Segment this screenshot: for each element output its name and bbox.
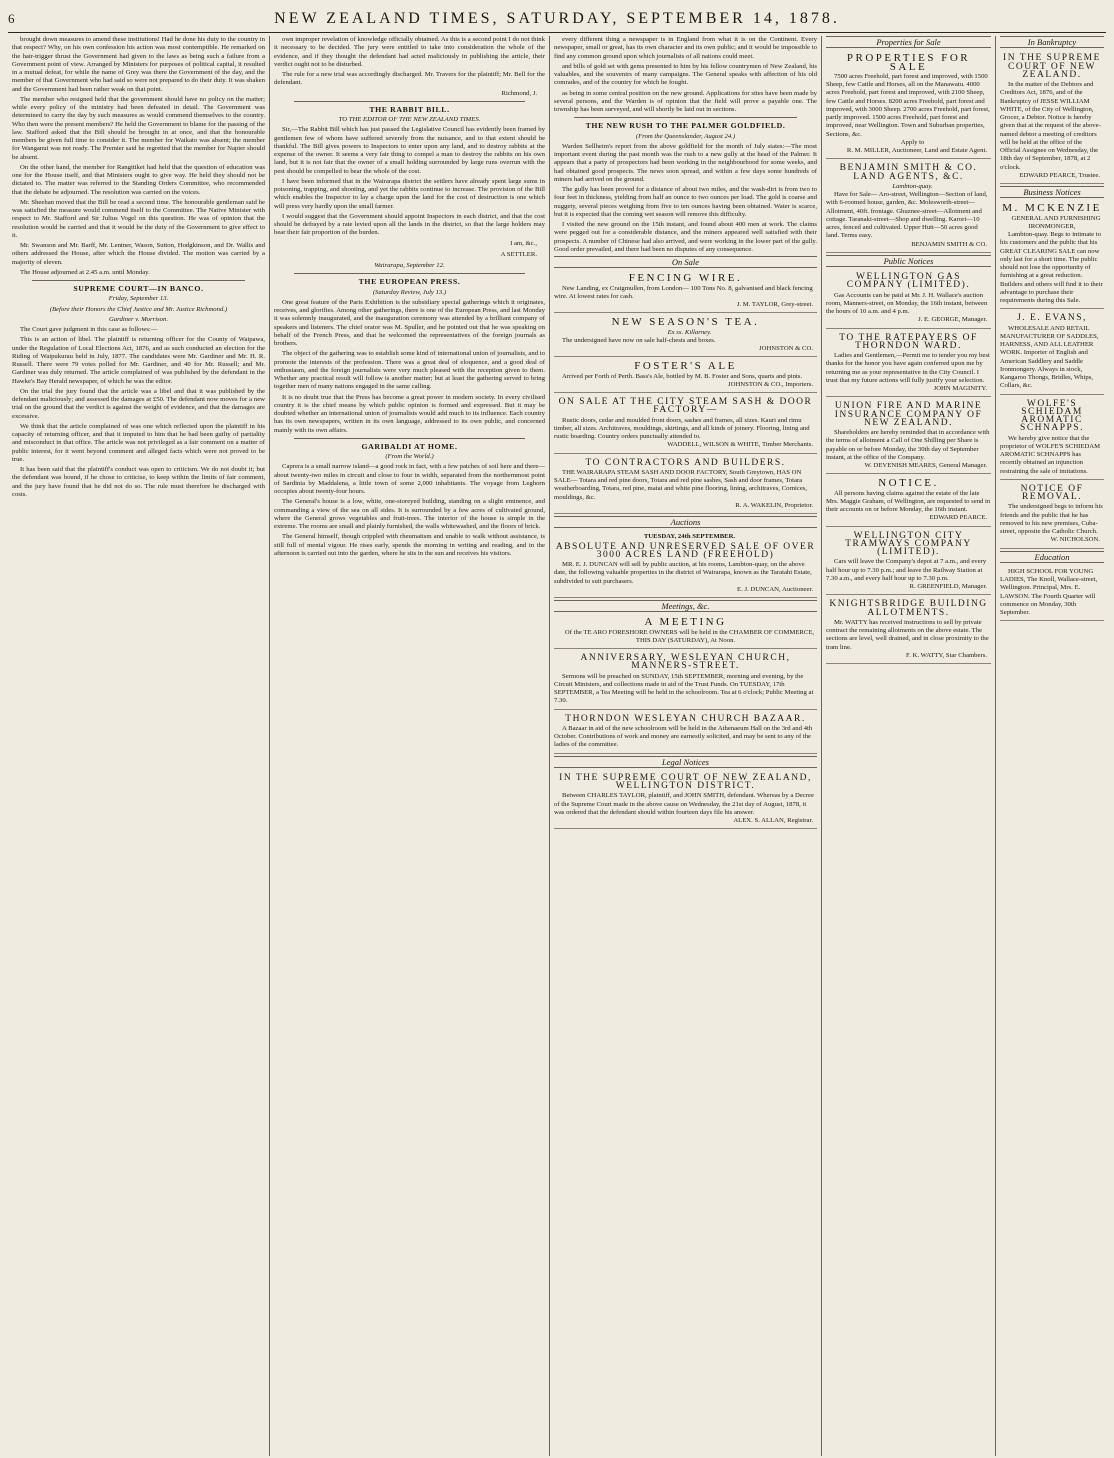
dateline: Wairarapa, September 12. bbox=[374, 262, 445, 269]
ad-signature: JOHN MAGINITY. bbox=[933, 385, 987, 392]
article-paragraph: Mr. Swanson and Mr. Barff, Mr. Lentner, Wason, Sutton, Hodgkinson, and Dr. Wallis and others addressed the House, after which the House divided. The motion was carried by a majority of eleven. bbox=[12, 242, 265, 266]
article-paragraph: and bills of gold set with gems presented to him by his fellow countrymen of New Zealand, his valuables, and the souvenirs of many campaigns. The General speaks with affection of his old comrades, and of the country for which he fought. bbox=[554, 62, 817, 87]
ad-title: NEW SEASON'S TEA. bbox=[611, 316, 760, 329]
advertisement-auction bbox=[554, 531, 817, 598]
article-subheading: (From the World.) bbox=[385, 453, 434, 460]
columns bbox=[8, 36, 1106, 1456]
advertisement-school bbox=[1000, 566, 1104, 622]
advertisement-schnapps bbox=[1000, 397, 1104, 480]
article-heading: THE RABBIT BILL. bbox=[369, 104, 450, 114]
article-paragraph: as being in some central position on the new ground. Applications for sites have been made by several persons, and the Warden is of opinion that the field will prove a payable one. The township has been surveyed, and will shortly be laid out in sections. bbox=[554, 89, 817, 113]
ad-text: HIGH SCHOOL FOR YOUNG LADIES, The Knoll, Wallace-street, Wellington. Principal, Mrs. E. LAWSON. The Fourth Quarter will commence on Monday, 30th September. bbox=[1000, 567, 1098, 616]
advertisement-contractors bbox=[554, 456, 817, 515]
article-paragraph: The Court gave judgment in this case as follows:— bbox=[20, 326, 158, 333]
article-paragraph: Caprera is a small narrow island—a good rock in fact, with a few patches of soil here and there—about twenty-two miles in circuit and close to four in width, separated from the northernmost point of Sardinia by Maddalena, a little town of some 2,000 inhabitants. The voyage from Leghorn occupies about twenty-four hours. bbox=[274, 463, 545, 495]
ad-title: IN THE SUPREME COURT OF NEW ZEALAND, WELLINGTON DISTRICT. bbox=[559, 772, 812, 791]
divider bbox=[294, 438, 525, 439]
ad-signature: E. J. DUNCAN, Auctioneer. bbox=[737, 585, 813, 593]
article-paragraph: One great feature of the Paris Exhibition is the subsidiary special gatherings which it originates, receives, and glorifies. Among other gatherings, there is one of the European Press, and last Monday it was solemnly inaugurated, and the inauguration ceremony was attended by a brilliant company of speakers and listeners. The chief orator was M. Spuller, and he pointed out that he was speaking on behalf of the French Press, and that he welcomed the representatives of the foreign journals as brothers. bbox=[274, 298, 545, 347]
ad-title: ON SALE AT THE CITY STEAM SASH & DOOR FACTORY— bbox=[558, 397, 813, 416]
article-heading: THE EUROPEAN PRESS. bbox=[358, 277, 461, 287]
ad-title: J. E. EVANS, bbox=[1017, 313, 1087, 324]
page-number: 6 bbox=[8, 11, 15, 26]
divider bbox=[574, 117, 797, 118]
advertisement-land-agents bbox=[826, 161, 991, 253]
advertisement-properties bbox=[826, 51, 991, 159]
article-paragraph: Mr. Sheehan moved that the Bill be read a second time. The honourable gentleman said he was satisfied the measure would commend itself to the Committee. The Native Minister with respect to Mr. Stafford and Sir Julius Vogel on this question. He was of opinion that the resolution would be carried and that it would be the duty of the Government to give effect to it. bbox=[12, 198, 265, 239]
article-subheading: TO THE EDITOR OF THE NEW ZEALAND TIMES. bbox=[338, 116, 481, 123]
ad-title: NOTICE OF REMOVAL. bbox=[1020, 483, 1084, 502]
advertisement-knightsbridge bbox=[826, 597, 991, 664]
ad-text: Have for Sale— Aro-street, Wellington—Section of land, with 6-roomed house, garden, &c. Molesworth-street—Allotment, 40ft. frontage. Ghuznee-street—Allotment and cottage. Taranaki-street—Shop and dwelling. Karori—10 acres, fenced and cultivated. Upper Hutt—50 acres good land. Terms easy. bbox=[826, 191, 988, 240]
signature: Richmond, J. bbox=[501, 89, 537, 97]
ad-title: WELLINGTON CITY TRAMWAYS COMPANY (LIMITED). bbox=[845, 530, 972, 557]
ad-signature: JOHNSTON & CO. bbox=[759, 345, 813, 352]
ad-title: KNIGHTSBRIDGE BUILDING ALLOTMENTS. bbox=[829, 599, 988, 618]
ad-signature: WADDELL, WILSON & WHITE, Timber Merchants. bbox=[667, 441, 813, 449]
article-subheading: (From the Queenslander, August 24.) bbox=[635, 132, 736, 140]
divider bbox=[32, 280, 245, 281]
advertisement-tea bbox=[554, 315, 817, 357]
ad-signature: R. GREENFIELD, Manager. bbox=[909, 583, 987, 590]
divider bbox=[294, 101, 525, 102]
article-paragraph: The gully has been proved for a distance of about two miles, and the wash-dirt is from two to four feet in thickness, yielding from half an ounce to two ounces per load. The gold is coarse and nuggety, several pieces weighing from five to ten ounces having been obtained. Water is scarce, but it is expected that the coming wet season will remove this difficulty. bbox=[554, 186, 817, 218]
notice-ratepayers bbox=[826, 331, 991, 398]
ad-text: Sermons will be preached on SUNDAY, 15th SEPTEMBER, morning and evening, by the Circuit Ministers, and collections made in aid of the Trust Funds. On TUESDAY, 17th SEPTEMBER, a Tea Meeting will be held in the schoolroom. Tea at 6 o'clock; Public Meeting at 7.30. bbox=[554, 672, 814, 705]
article-heading: GARIBALDI AT HOME. bbox=[361, 441, 458, 451]
signature: I am, &c., bbox=[510, 239, 537, 247]
advertisement-ale bbox=[554, 359, 817, 393]
article-subheading: (Before their Honors the Chief Justice and Mr. Justice Richmond.) bbox=[49, 305, 228, 313]
ad-text: All persons having claims against the estate of the late Mrs. Maggie Graham, of Wellington, are requested to send in their accounts on or before Monday, the 16th instant. bbox=[826, 489, 991, 513]
article-paragraph: The object of the gathering was to establish some kind of international union of journalists, and to promote the interests of the profession. There was a great deal of eloquence, and a good deal of enthusiasm, and the foreign journalists were very much pleased with the reception given to them. Whether any practical result will follow is another matter; but at least the gathering served to bring together men of many nations engaged in the same calling. bbox=[274, 350, 545, 391]
ad-signature: W. DEVENISH MEARES, General Manager. bbox=[864, 462, 987, 469]
ad-title: FOSTER'S ALE bbox=[634, 360, 737, 373]
ad-date: TUESDAY, 24th SEPTEMBER. bbox=[643, 533, 736, 541]
article-paragraph: The General himself, though crippled with rheumatism and unable to walk without assistance, is still full of mental vigour. He rises early, spends the morning in writing and reading, and in the afternoon is carried out into the garden, where he sits in the sun and receives his visitors. bbox=[274, 533, 545, 557]
ad-title: IN THE SUPREME COURT OF NEW ZEALAND. bbox=[1003, 53, 1101, 80]
ad-title: ABSOLUTE AND UNRESERVED SALE OF OVER 3000 ACRES LAND (FREEHOLD) bbox=[555, 541, 816, 560]
column-5 bbox=[996, 36, 1108, 1456]
ad-text: Shareholders are hereby reminded that in accordance with the terms of allotment a Call of One Shilling per Share is payable on or before Monday, the 30th day of September instant, at the office of the Company. bbox=[826, 429, 990, 461]
article-paragraph: On the trial the jury found that the article was a libel and that it was published by the defendant maliciously; and assessed the damages at £50. The defendant now moves for a new trial on the ground that the verdict is against the weight of evidence, and that the damages are excessive. bbox=[12, 387, 265, 420]
ad-text: In the matter of the Debtors and Creditors Act, 1876, and of the Bankruptcy of JESSE WILLIAM WHITE, of the City of Wellington, Grocer, a Debtor. Notice is hereby given that at the request of the above-named debtor a meeting of creditors will be held at the office of the Official Assignee on Wednesday, the 18th day of September, 1878, at 2 o'clock. bbox=[1000, 81, 1101, 171]
ad-signature: ALEX. S. ALLAN, Registrar. bbox=[733, 817, 813, 824]
ad-signature: F. K. WATTY, Star Chambers. bbox=[906, 651, 987, 659]
article-paragraph: On the other hand, the member for Rangitikei had held that the question of education was one for the House itself, and that Ministers ought to give way. He held they should not be dictated to. The matter was referred to the Standing Orders Committee, who recommended that the debate be adjourned. The resolution was carried on the voices. bbox=[12, 163, 265, 196]
masthead bbox=[8, 6, 1106, 33]
advertisement-sash-factory bbox=[554, 395, 817, 454]
column-3 bbox=[550, 36, 822, 1456]
ad-text: WHOLESALE AND RETAIL MANUFACTURER OF SADDLES, HARNESS, AND ALL LEATHER WORK. Importer of English and American Saddlery and Saddle Ironmongery. Always in stock, Kangaroo Thongs, Bridles, Whips, Collars, &c. bbox=[1000, 324, 1099, 390]
ad-text: The undersigned have now on sale half-chests and boxes. bbox=[562, 336, 716, 344]
article-paragraph: We think that the article complained of was one which reflected upon the plaintiff in his capacity of returning officer, and that it imputed to him that he had been guilty of partiality and misconduct in that office. The article was not privileged as a fair comment on a matter of public interest, for it went beyond comment and alleged facts which were not proved to be true. bbox=[12, 422, 265, 463]
ad-title: BENJAMIN SMITH & CO. LAND AGENTS, &C. bbox=[839, 163, 978, 182]
notice-gas-company bbox=[826, 270, 991, 329]
advertisement-ironmonger bbox=[1000, 201, 1104, 309]
article-paragraph: Warden Sellheim's report from the above goldfield for the month of July states:—The most important event during the past month was the rush to a new gully at the head of the Palmer. It appears that a party of prospectors had been working in the neighbourhood for some weeks, and had obtained good prospects. The news soon spread, and within a few days some hundreds of miners had arrived on the ground. bbox=[554, 142, 817, 183]
ad-signature: R. M. MILLER, Auctioneer, Land and Estate Agent. bbox=[846, 147, 987, 154]
article-paragraph: The member who resigned held that the government should have no policy on the matter; while every policy of the ministry had been defeated in detail. The Government was determined to carry the day by such measures as would commend themselves to the country. Who then were the present members? He held the Government to blame for the passing of the law. Stafford asked that the Bill should be brought in at once, and that the honourable members be given full time to consider it. The member for Waikato was absent; the member for Wanganui was not ready. The Premier said he regretted that the member for Napier should be absent. bbox=[12, 95, 265, 161]
ad-subtitle: Lambton-quay. bbox=[892, 182, 933, 190]
ad-title: UNION FIRE AND MARINE INSURANCE COMPANY OF NEW ZEALAND. bbox=[834, 401, 983, 428]
article-paragraph: The rule for a new trial was accordingly discharged. Mr. Travers for the plaintiff; Mr. Bell for the defendant. bbox=[274, 71, 545, 87]
section-heading-auctions: Auctions bbox=[554, 516, 817, 528]
ad-text: A Bazaar in aid of the new schoolroom will be held in the Athenaeum Hall on the 3rd and 4th October. Contributions of work and money are earnestly solicited, and may be sent to any of the ladies of the committee. bbox=[554, 724, 813, 749]
advertisement-meeting bbox=[554, 615, 817, 649]
ad-title: PROPERTIES FOR SALE bbox=[846, 52, 971, 73]
ad-signature: J. M. TAYLOR, Grey-street. bbox=[736, 301, 813, 308]
column-4 bbox=[822, 36, 996, 1456]
article-paragraph: It has been said that the plaintiff's conduct was open to criticism. We do not doubt it; but the defendant was bound, if he chose to criticise, to keep within the limits of fair comment, and the jury have found that he did not do so. The rule must therefore be discharged with costs. bbox=[12, 466, 265, 498]
article-paragraph: every different thing a newspaper is in England from what it is on the Continent. Every newspaper, small or great, has its own character and its own public; and it would be impossible to find any common ground upon which journalists of all nations could meet. bbox=[554, 36, 817, 60]
advertisement-saddler bbox=[1000, 311, 1104, 394]
ad-text: Arrived per Forth of Perth. Bass's Ale, bottled by M. B. Foster and Sons, quarts and pints. bbox=[562, 372, 803, 380]
article-paragraph: The General's house is a low, white, one-storeyed building, standing on a slight eminence, and commanding a view of the sea on all sides. It is surrounded by a few acres of cultivated ground, where the General grows vegetables and fruit-trees. The interior of the house is simple in the extreme. The rooms are small and plainly furnished, the walls whitewashed, and the floors of brick. bbox=[274, 498, 545, 530]
ad-text: Mr. WATTY has received instructions to sell by private contract the remaining allotments on the above estate. The sections are level, well drained, and in close proximity to the tram line. bbox=[826, 618, 989, 651]
article-paragraph: I visited the new ground on the 15th instant, and found about 400 men at work. The claims were pegged out for a considerable distance, and the miners appeared well satisfied with their prospects. A number of Chinese had also arrived, and were working in the lower part of the gully. Good order prevailed, and there had been no disputes of any consequence. bbox=[554, 221, 817, 253]
notice-estate bbox=[826, 476, 991, 526]
article-paragraph: I would suggest that the Government should appoint Inspectors in each district, and that the cost should be defrayed by a rate levied upon all the lands in the district, so that the large holders may bear their fair proportion of the burden. bbox=[274, 212, 545, 237]
article-paragraph: This is an action of libel. The plaintiff is returning officer for the County of Waipawa, under the Regulation of Local Elections Act, 1876, and as such conducted an election for the Riding of Waipukurau held in July, 1877. The candidates were Mr. Gardiner and Mr. H. R. Russell. There were 79 votes polled for Mr. Gardiner, and 40 for Mr. Russell; and Mr. Gardiner was duly returned. The article complained of was published by the defendant in the Hawke's Bay Herald newspaper, of which he was the editor. bbox=[12, 336, 265, 385]
ad-text: New Landing, ex Craigmullen, from London— 100 Tons No. 8, galvanised and black fencing wire. At lowest rates for cash. bbox=[554, 284, 813, 300]
section-heading-meetings: Meetings, &c. bbox=[554, 600, 817, 612]
section-heading-bankruptcy: In Bankruptcy bbox=[1000, 36, 1104, 48]
article-paragraph: I have been informed that in the Wairarapa district the settlers have already spent large sums in poisoning, trapping, and shooting, and yet the rabbits continue to increase. The provision of the Bill which enables the Inspector to lay a charge upon the land for the cost of destruction is one which will press very hardly upon the small farmer. bbox=[274, 177, 545, 210]
ad-title: A MEETING bbox=[644, 616, 727, 629]
section-heading-education: Education bbox=[1000, 551, 1104, 563]
ad-text: Between CHARLES TAYLOR, plaintiff, and JOHN SMITH, defendant. Whereas by a Decree of the Supreme Court made in the above cause on Wednesday, the 21st day of August, 1878, it was ordered that the defendant should within fourteen days file his answer. bbox=[554, 792, 814, 816]
ad-title: TO CONTRACTORS AND BUILDERS. bbox=[585, 457, 786, 468]
article-paragraph: It is no doubt true that the Press has become a great power in modern society. In every civilised country it is the chief means by which public opinion is formed and expressed. But it may be doubted whether an international union of journalists would add much to its influence. Each country has its own newspapers, written in its own language, addressed to its own public, and concerned mainly with its own affairs. bbox=[274, 393, 545, 434]
ad-title: M. MCKENZIE bbox=[1002, 202, 1102, 215]
ad-text: Rustic doors, cedar and moulded front doors, sashes and frames, all sizes. Kauri and rimu timber, all sizes. Architraves, mouldings, skirtings, and all kinds of joinery. Flooring, lining and rustic boarding. Country orders punctually attended to. bbox=[554, 416, 810, 440]
notice-insurance bbox=[826, 399, 991, 474]
article-paragraph: own improper revelation of knowledge officially obtained. As this is a second point I do not think it necessary to be decided. The jury were entitled to take into consideration the whole of the evidence, and if they thought the defendant had acted maliciously in publishing the article, their verdict ought not to be disturbed. bbox=[274, 36, 545, 68]
article-subheading: Friday, September 13. bbox=[108, 295, 169, 303]
ad-title: WELLINGTON GAS COMPANY (LIMITED). bbox=[846, 272, 971, 291]
ad-text: Of the TE ARO FORESHORE OWNERS will be held in the CHAMBER OF COMMERCE, THIS DAY (SATURDAY), At Noon. bbox=[564, 628, 815, 644]
ad-signature: W. NICHOLSON. bbox=[1050, 536, 1100, 544]
ad-subtitle: GENERAL AND FURNISHING IRONMONGER, bbox=[1011, 214, 1101, 230]
section-heading-on-sale: On Sale bbox=[554, 256, 817, 268]
divider bbox=[294, 273, 525, 274]
article-subheading: (Saturday Review, July 13.) bbox=[372, 288, 447, 296]
notice-bankruptcy bbox=[1000, 51, 1104, 184]
ad-signature: EDWARD PEARCE, Trustee. bbox=[1019, 171, 1100, 179]
ad-signature: EDWARD PEARCE. bbox=[929, 514, 987, 522]
article-paragraph: Sir,—The Rabbit Bill which has just passed the Legislative Council has evidently been framed by gentlemen few of whom have suffered severely from the nuisance, and to that extent should be thankful. The Bill gives powers to Inspectors to enter upon any land, and to destroy rabbits at the expense of the owner. It seems a very fair thing to compel a man to destroy the rabbits on his own land, but it is not fair that the owner of a small holding surrounded by large runs overrun with the pest should be compelled to bear the whole of the cost. bbox=[274, 126, 545, 175]
ad-title: THORNDON WESLEYAN CHURCH BAZAAR. bbox=[565, 713, 806, 724]
ad-text: Ladies and Gentlemen,—Permit me to tender you my best thanks for the honor you have again conferred upon me by returning me as your representative in the City Council. I trust that my future actions will fully justify your selection. bbox=[826, 352, 990, 384]
article-heading: SUPREME COURT—IN BANCO. bbox=[73, 284, 204, 293]
article-paragraph: brought down measures to amend these institutions! Had he done his duty to the country in that respect? Why, on his own confession his action was most contemptible. He remarked on the hair-trigger thrust the Government had given to the laws as being such a failure from a Government point of view. Arranged by Ministers for purposes of political capital, it resulted in a mutual defeat, for while the name of Grey was there the Government of the day, and the member of that Government who had said so were not prepared to do their duty. It was shaken and the Government had been rather weak on that point. bbox=[12, 36, 265, 93]
ad-title: NOTICE. bbox=[878, 477, 939, 490]
article-paragraph: The House adjourned at 2.45 a.m. until Monday. bbox=[20, 268, 150, 276]
section-heading-business: Business Notices bbox=[1000, 186, 1104, 198]
column-2 bbox=[270, 36, 550, 1456]
section-heading-public-notices: Public Notices bbox=[826, 255, 991, 267]
ad-signature: J. E. GEORGE, Manager. bbox=[918, 316, 987, 324]
advertisement-bazaar bbox=[554, 712, 817, 754]
page-title: NEW ZEALAND TIMES, SATURDAY, SEPTEMBER 14, 1878. bbox=[274, 10, 840, 27]
section-heading-properties: Properties for Sale bbox=[826, 36, 991, 48]
notice-tramways bbox=[826, 529, 991, 596]
ad-text: 7500 acres Freehold, part forest and improved, with 1500 Sheep, few Cattle and Horses, all on the Manawatu. 4000 acres Freehold, part forest and improved, with 2100 Sheep, few Cattle and Horses. 8200 acres Freehold, part forest and improved, with 3000 Sheep. 2700 acres Freehold, part forest, partly improved. 1500 acres Freehold, part forest and improved, near Wellington. Town and Suburban properties, Sections, &c. bbox=[826, 72, 990, 138]
ad-contact: Apply to bbox=[900, 138, 925, 146]
advertisement-legal-notice bbox=[554, 771, 817, 830]
article-heading: THE NEW RUSH TO THE PALMER GOLDFIELD. bbox=[585, 121, 786, 131]
ad-text: MR. E. J. DUNCAN will sell by public auction, at his rooms, Lambton-quay, on the above date, the following valuable properties in the district of Wairarapa, known as the Taratahi Estate, subdivided to suit purchasers. bbox=[554, 561, 812, 585]
advertisement-wesleyan-anniversary bbox=[554, 651, 817, 710]
ad-subtitle: Ex ss. Killarney. bbox=[667, 328, 712, 336]
ad-title: WOLFE'S SCHIEDAM AROMATIC SCHNAPPS. bbox=[1020, 398, 1084, 434]
ad-signature: JOHNSTON & CO., Importers. bbox=[728, 380, 813, 388]
ad-signature: BENJAMIN SMITH & CO. bbox=[911, 240, 987, 248]
ad-title: ANNIVERSARY, WESLEYAN CHURCH, MANNERS-STREET. bbox=[580, 653, 791, 672]
ad-text: Cars will leave the Company's depot at 7 a.m., and every half hour up to 7.30 p.m.; and leave the Railway Station at 7.30 a.m., and every half hour up to 7.30 p.m. bbox=[826, 558, 987, 582]
section-heading-legal: Legal Notices bbox=[554, 756, 817, 768]
ad-signature: R. A. WAKELIN, Proprietor. bbox=[735, 501, 813, 509]
ad-title: TO THE RATEPAYERS OF THORNDON WARD. bbox=[839, 332, 978, 351]
ad-title: FENCING WIRE. bbox=[628, 272, 743, 285]
ad-text: Gas Accounts can be paid at Mr. J. H. Wallace's auction room, Manners-street, on Monday, the 16th instant, between the hours of 10 a.m. and 4 p.m. bbox=[826, 291, 988, 315]
column-1 bbox=[8, 36, 270, 1456]
case-title: Gardiner v. Morrison. bbox=[108, 315, 169, 323]
notice-removal bbox=[1000, 482, 1104, 549]
ad-text: The undersigned begs to inform his friends and the public that he has removed to his new premises, Cuba-street, opposite the Catholic Church. bbox=[1000, 503, 1103, 535]
ad-text: THE WAIRARAPA STEAM SASH AND DOOR FACTORY, South Greytown, HAS ON SALE— Totara and red pine doors, Totara and red pine sashes, Sash and door frames, Totara weatherboarding, Totara, red pine, matai and white pine flooring, lining, architraves, Cornices, mouldings, &c. bbox=[554, 468, 808, 501]
signature: A SETTLER. bbox=[500, 250, 537, 258]
advertisement-fencing-wire bbox=[554, 271, 817, 313]
ad-text: Lambton-quay. Begs to intimate to his customers and the public that his GREAT CLEARING SALE can now only last for a short time. The public should not lose the opportunity of furnishing at a great reduction. Builders and others will find it to their advantage to purchase their requirements during this Sale. bbox=[1000, 231, 1103, 304]
ad-text: We hereby give notice that the proprietor of WOLFE'S SCHIEDAM AROMATIC SCHNAPPS has recently obtained an injunction restraining the sale of imitations. bbox=[1000, 434, 1101, 475]
